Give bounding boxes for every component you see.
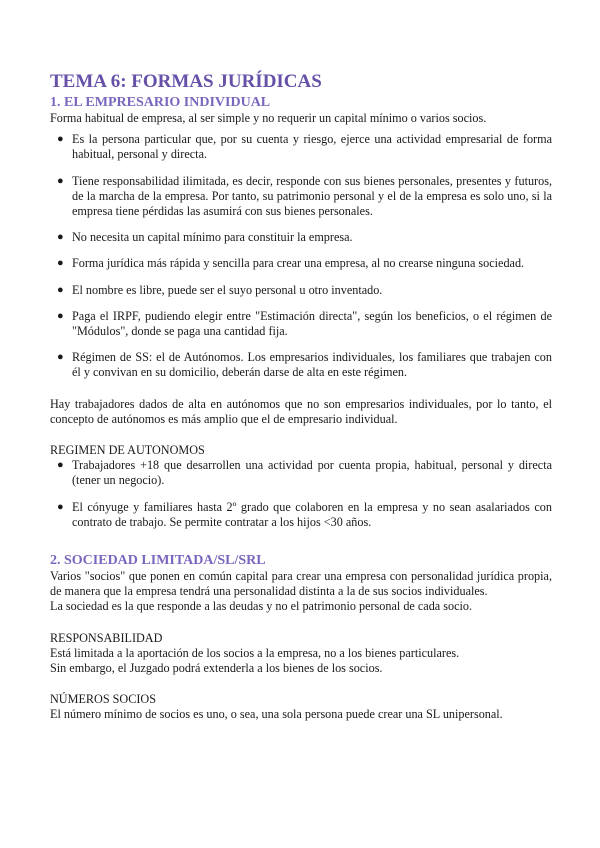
responsabilidad-line-2: Sin embargo, el Juzgado podrá extenderla a los bienes de los socios. [50,661,383,676]
list-item: ● Es la persona particular que, por su cuenta y riesgo, ejerce una actividad empresarial de forma habitual, personal y directa. [57,132,552,162]
numeros-socios-line: El número mínimo de socios es uno, o sea, una sola persona puede crear una SL unipersonal. [50,707,503,722]
section-heading-empresario: 1. EL EMPRESARIO INDIVIDUAL [50,95,271,110]
bullet-icon: ● [57,133,64,146]
section-intro: Forma habitual de empresa, al ser simple y no requerir un capital mínimo o varios socios. [50,111,487,125]
bullet-icon: ● [57,283,64,296]
sl-intro-2: La sociedad es la que responde a las deudas y no el patrimonio personal de cada socio. [50,599,473,614]
list-item: ● El cónyuge y familiares hasta 2º grado que colaboren en la empresa y no sean asalariados con contrato de trabajo. Se permite contratar a los hijos <30 años. [57,499,552,529]
regimen-bullet-list [50,458,552,530]
bullet-icon: ● [57,174,64,187]
list-item: ● Régimen de SS: el de Autónomos. Los empresarios individuales, los familiares que trabajen con él y convivan en su domicilio, deberán darse de alta en este régimen. [57,350,552,380]
responsabilidad-line-1: Está limitada a la aportación de los socios a la empresa, no a los bienes particulares. [50,645,460,660]
bullet-icon: ● [57,231,64,244]
bullet-icon: ● [57,459,64,472]
list-item: ● Trabajadores +18 que desarrollen una actividad por cuenta propia, habitual, personal y directa (tener un negocio). [57,458,552,488]
list-item: ● El nombre es libre, puede ser el suyo personal u otro inventado. [57,282,383,297]
list-item: ● Forma jurídica más rápida y sencilla para crear una empresa, al no crearse ninguna sociedad. [57,256,525,271]
autonomos-note: Hay trabajadores dados de alta en autónomos que no son empresarios individuales, por lo tanto, el concepto de autónomos es más amplio que el de empresario individual. [50,396,552,426]
list-item: ● Tiene responsabilidad ilimitada, es decir, responde con sus bienes personales, presentes y futuros, de la marcha de la empresa. Por tanto, su patrimonio personal y el de la empresa es solo uno, si la empresa tiene pérdidas las asumirá con sus bienes personales. [57,173,552,219]
section-heading-sociedad-limitada: 2. SOCIEDAD LIMITADA/SL/SRL [50,553,266,569]
page-title: TEMA 6: FORMAS JURÍDICAS [50,71,322,92]
document-page [50,70,552,723]
list-item: ● Paga el IRPF, pudiendo elegir entre "Estimación directa", según los beneficios, o el régimen de "Módulos", donde se paga una cantidad fija. [57,308,552,339]
regimen-heading: REGIMEN DE AUTONOMOS [50,443,205,458]
bullet-icon: ● [57,500,64,513]
responsabilidad-heading: RESPONSABILIDAD [50,630,163,645]
sl-intro: Varios "socios" que ponen en común capital para crear una empresa con personalidad jurídica propia, de manera que la empresa tendrá una personalidad distinta a la de sus socios individuales. [50,569,552,599]
list-item: ● No necesita un capital mínimo para constituir la empresa. [57,230,353,245]
bullet-icon: ● [57,309,64,322]
bullet-icon: ● [57,351,64,364]
empresario-bullet-list [50,132,552,380]
numeros-socios-heading: NÚMEROS SOCIOS [50,692,156,707]
bullet-icon: ● [57,257,64,270]
